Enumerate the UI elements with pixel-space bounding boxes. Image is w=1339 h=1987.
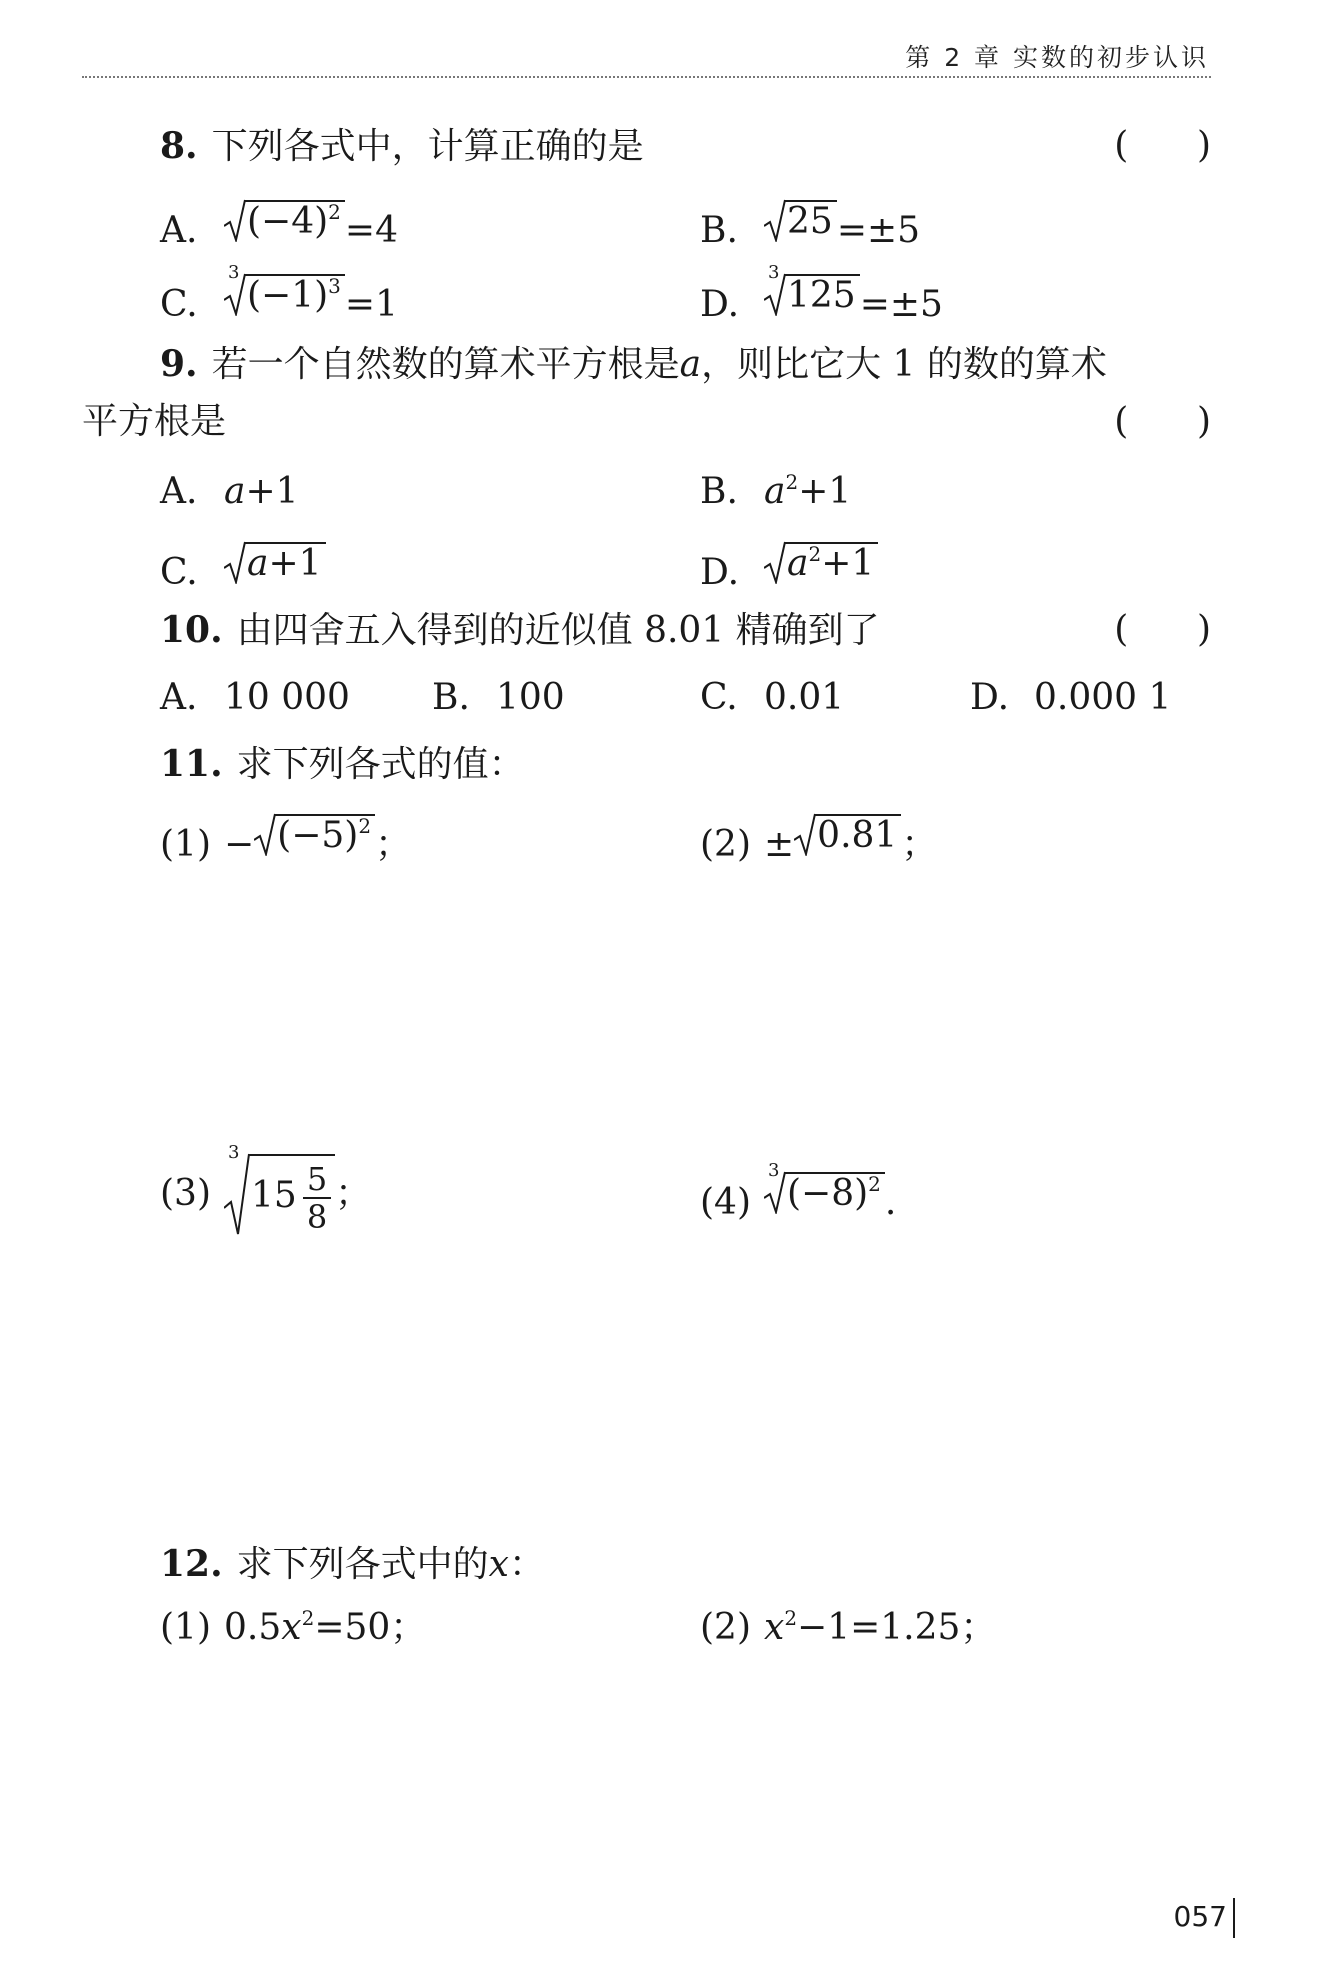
option-a: A. a+1 bbox=[160, 471, 299, 512]
question-number: 10. bbox=[160, 609, 223, 651]
radical-sign-icon bbox=[764, 540, 786, 584]
sqrt-expression: 25 bbox=[764, 198, 837, 242]
question-9: 9. 若一个自然数的算术平方根是a，则比它大 1 的数的算术 bbox=[160, 343, 1107, 385]
answer-blank: ( ) bbox=[1114, 609, 1211, 650]
page-number: 057 bbox=[1173, 1900, 1227, 1933]
question-text: 下列各式中，计算正确的是 bbox=[211, 126, 644, 167]
header-divider bbox=[82, 76, 1211, 78]
answer-blank: ( ) bbox=[1114, 401, 1211, 442]
subquestion-2: (2) $x^2-1=1.25$； bbox=[700, 1606, 997, 1648]
sqrt-expression: 0.81 bbox=[794, 812, 901, 856]
question-number: 8. bbox=[160, 125, 198, 167]
subquestion-3: (3) 3 15 $\frac{5}{8}$ ； bbox=[160, 1142, 372, 1236]
cbrt-expression: 3 125 bbox=[764, 272, 860, 316]
page-number-bar bbox=[1233, 1898, 1235, 1938]
chapter-header: 第 2 章 实数的初步认识 bbox=[905, 43, 1209, 72]
radical-sign-icon bbox=[254, 812, 276, 856]
option-c: C. 0.01 bbox=[700, 677, 845, 718]
cbrt-expression: 3 $(-8)^2$ bbox=[764, 1170, 885, 1214]
sqrt-expression: $(-4)^2$ bbox=[224, 198, 345, 242]
sqrt-expression: $a^2+1$ bbox=[764, 540, 878, 584]
sqrt-expression: a+1 bbox=[224, 540, 326, 584]
option-b: B. 25 =±5 bbox=[700, 198, 920, 253]
option-d: D. $a^2+1$ bbox=[700, 540, 878, 595]
question-number: 11. bbox=[160, 743, 223, 785]
subquestion-1: (1) − $(-5)^2$ ； bbox=[160, 814, 412, 865]
option-b: B. 100 bbox=[432, 677, 565, 718]
option-d: D. 3 125 =±5 bbox=[700, 262, 943, 325]
question-9-continued: 平方根是 bbox=[82, 401, 227, 442]
question-number: 9. bbox=[160, 343, 198, 385]
question-11: 11. 求下列各式的值： bbox=[160, 743, 525, 785]
option-a: A. $(-4)^2$ =4 bbox=[160, 200, 398, 251]
question-12: 12. 求下列各式中的x： bbox=[160, 1543, 545, 1585]
fraction: $\frac{5}{8}$ bbox=[303, 1161, 331, 1235]
subquestion-4: (4) 3 $(-8)^2$ . bbox=[700, 1160, 897, 1223]
option-c: C. a+1 bbox=[160, 540, 326, 595]
radical-sign-icon bbox=[224, 540, 246, 584]
subquestion-2: (2) ± 0.81 ； bbox=[700, 812, 937, 867]
option-d: D. 0.000 1 bbox=[970, 677, 1172, 718]
question-number: 12. bbox=[160, 1543, 223, 1585]
option-b: B. $a^2+1$ bbox=[700, 470, 852, 512]
option-a: A. 10 000 bbox=[160, 677, 350, 718]
radical-sign-icon bbox=[764, 198, 786, 242]
option-c: C. 3 $(-1)^3$ =1 bbox=[160, 262, 398, 325]
radical-sign-icon bbox=[224, 198, 246, 242]
radical-sign-icon bbox=[794, 812, 816, 856]
subquestion-1: (1) $0.5x^2=50$； bbox=[160, 1606, 427, 1648]
cbrt-expression: 3 $(-1)^3$ bbox=[224, 272, 345, 316]
question-10: 10. 由四舍五入得到的近似值 8.01 精确到了 bbox=[160, 609, 880, 651]
question-8 bbox=[160, 124, 644, 169]
cbrt-expression: 3 15 $\frac{5}{8}$ bbox=[224, 1152, 335, 1236]
sqrt-expression: $(-5)^2$ bbox=[254, 812, 375, 856]
answer-blank: ( ) bbox=[1114, 125, 1211, 166]
radical-sign-icon bbox=[224, 1152, 250, 1236]
